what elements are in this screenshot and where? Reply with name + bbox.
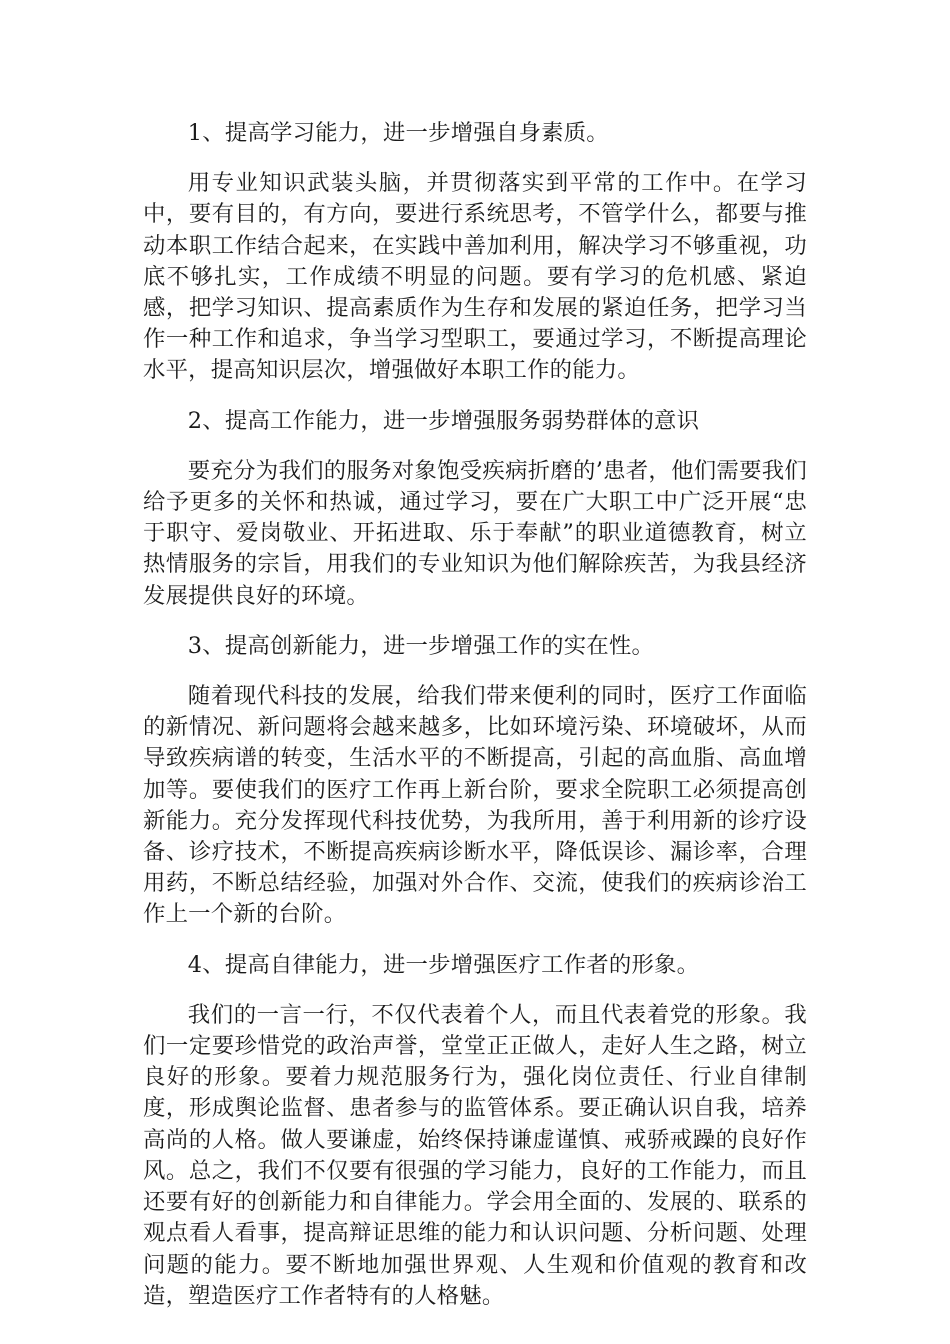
section-heading-2: 2、提高工作能力，进一步增强服务弱势群体的意识 [187,407,700,434]
section-body-2: 要充分为我们的服务对象饱受疾病折磨的’患者，他们需要我们给予更多的关怀和热诚，通过学习，要在广大职工中广泛开展“忠于职守、爱岗敬业、开拓进取、乐于奉献”的职业道德教育，树立热情服务的宗旨，用我们的专业知识为他们解除疾苦，为我县经济发展提供良好的环境。 [143,457,807,609]
section-heading-1: 1、提高学习能力，进一步增强自身素质。 [187,120,609,146]
document-page [143,118,807,1331]
section-body-1: 用专业知识武装头脑，并贯彻落实到平常的工作中。在学习中，要有目的，有方向，要进行系统思考，不管学什么，都要与推动本职工作结合起来，在实践中善加利用，解决学习不够重视，功底不够扎实，工作成绩不明显的问题。要有学习的危机感、紧迫感，把学习知识、提高素质作为生存和发展的紧迫任务，把学习当作一种工作和追求，争当学习型职工，要通过学习，不断提高理论水平，提高知识层次，增强做好本职工作的能力。 [143,170,807,384]
section-body-3: 随着现代科技的发展，给我们带来便利的同时，医疗工作面临的新情况、新问题将会越来越多，比如环境污染、环境破坏，从而导致疾病谱的转变，生活水平的不断提高，引起的高血脂、高血增加等。要使我们的医疗工作再上新台阶，要求全院职工必须提高创新能力。充分发挥现代科技优势，为我所用，善于利用新的诊疗设备、诊疗技术，不断提高疾病诊断水平，降低误诊、漏诊率，合理用药，不断总结经验，加强对外合作、交流，使我们的疾病诊治工作上一个新的台阶。 [143,683,807,928]
section-heading-3: 3、提高创新能力，进一步增强工作的实在性。 [187,632,655,659]
section-heading-4: 4、提高自律能力，进一步增强医疗工作者的形象。 [187,951,700,978]
section-body-4: 我们的一言一行，不仅代表着个人，而且代表着党的形象。我们一定要珍惜党的政治声誉，堂堂正正做人，走好人生之路，树立良好的形象。要着力规范服务行为，强化岗位责任、行业自律制度，形成舆论监督、患者参与的监管体系。要正确认识自我，培养高尚的人格。做人要谦虚，始终保持谦虚谨慎、戒骄戒躁的良好作风。总之，我们不仅要有很强的学习能力，良好的工作能力，而且还要有好的创新能力和自律能力。学会用全面的、发展的、联系的观点看人看事，提高辩证思维的能力和认识问题、分析问题、处理问题的能力。要不断地加强世界观、人生观和价值观的教育和改造，塑造医疗工作者特有的人格魅。 [143,1001,807,1309]
